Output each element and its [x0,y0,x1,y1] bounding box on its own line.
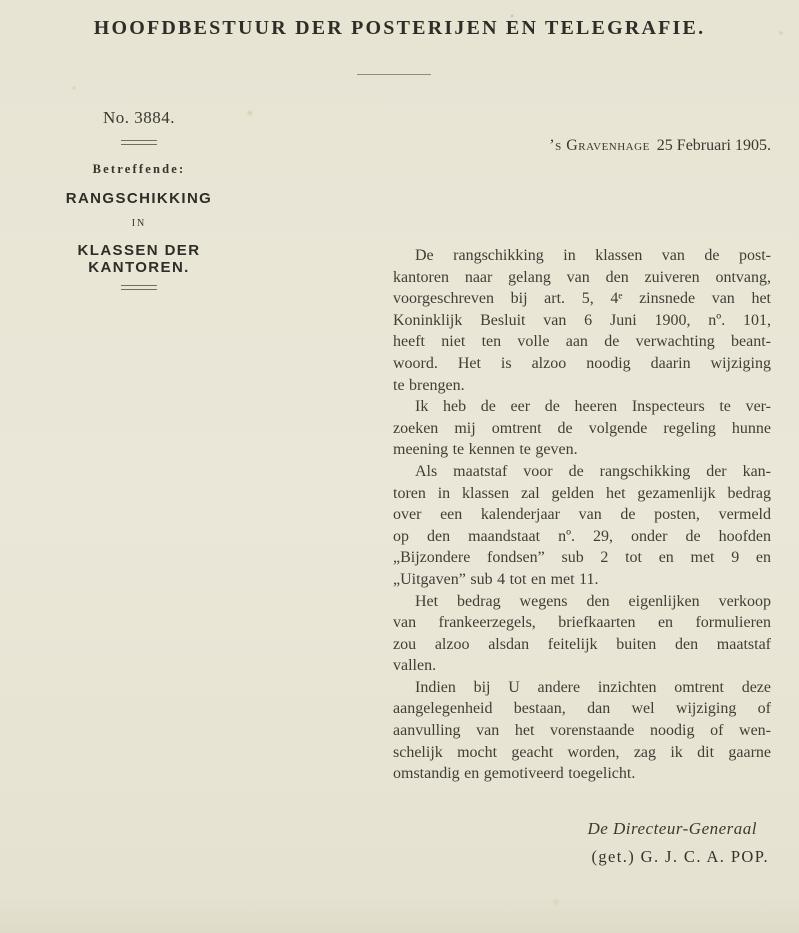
body-line: te brengen. [393,376,465,394]
dateline [393,137,771,155]
reference-block [28,108,250,290]
signature-role: De Directeur-Generaal [587,819,757,838]
body-line: Het bedrag wegens den eigenlijken verkoop [415,592,771,610]
body-line: woord. Het is alzoo noodig daarin wijziging [393,354,771,372]
body-line: vallen. [393,657,437,675]
header-divider-rule [357,74,431,75]
signature-block [393,818,771,868]
double-rule [121,140,157,145]
body-line: „Bijzondere fondsen” sub 2 tot en met 9 en [393,549,771,567]
body-line: aanvulling van het vorenstaande noodig of wen- [393,722,771,740]
body-line: aangelegenheid bestaan, dan wel wijziging of [393,700,771,718]
body-line: Indien bij U andere inzichten omtrent deze [415,678,771,696]
body-line: Koninklijk Besluit van 6 Juni 1900, nº. 101, [393,311,771,329]
body-line: toren in klassen zal gelden het gezamenlijk bedrag [393,484,771,502]
body-line: omstandig en gemotiveerd toegelicht. [393,765,636,783]
body-line: Als maatstaf voor de rangschikking der kan- [415,462,771,480]
body-line: over een kalenderjaar van de posten, vermeld [393,506,771,524]
dateline-place: ’s Gravenhage [549,137,650,154]
reference-number: No. 3884. [102,108,176,127]
body-line: zoeken mij omtrent de volgende regeling hunne [393,419,771,437]
body-line: zou alzoo alsdan feitelijk buiten den maatstaf [393,635,771,653]
regarding-label: Betreffende: [92,162,186,176]
document-title: HOOFDBESTUUR DER POSTERIJEN EN TELEGRAFIE. [93,17,706,39]
dateline-date: 25 Februari 1905. [656,137,771,154]
body-text [393,245,771,785]
body-line: „Uitgaven” sub 4 tot en met 11. [393,570,599,588]
subject-line-1: RANGSCHIKKING [65,190,213,207]
body-line: kantoren naar gelang van den zuiveren ontvang, [393,268,771,286]
body-line: Ik heb de eer de heeren Inspecteurs te ver- [415,398,771,416]
body-line: schelijk mocht geacht worden, zag ik dit gaarne [393,743,771,761]
body-line: op den maandstaat nº. 29, onder de hoofden [393,527,771,545]
subject-line-3: KLASSEN DER KANTOREN. [77,242,201,276]
subject-line-2: IN [131,218,147,229]
body-line: heeft niet ten volle aan de verwachting beant- [393,333,771,351]
body-line: meening te kennen te geven. [393,441,578,459]
body-line: voorgeschreven bij art. 5, 4ᵉ zinsnede van het [393,290,771,308]
body-line: De rangschikking in klassen van de post- [415,247,771,264]
double-rule [121,285,157,290]
body-line: van frankeerzegels, briefkaarten en formulieren [393,614,771,632]
signature-name: (get.) G. J. C. A. POP. [591,847,769,866]
